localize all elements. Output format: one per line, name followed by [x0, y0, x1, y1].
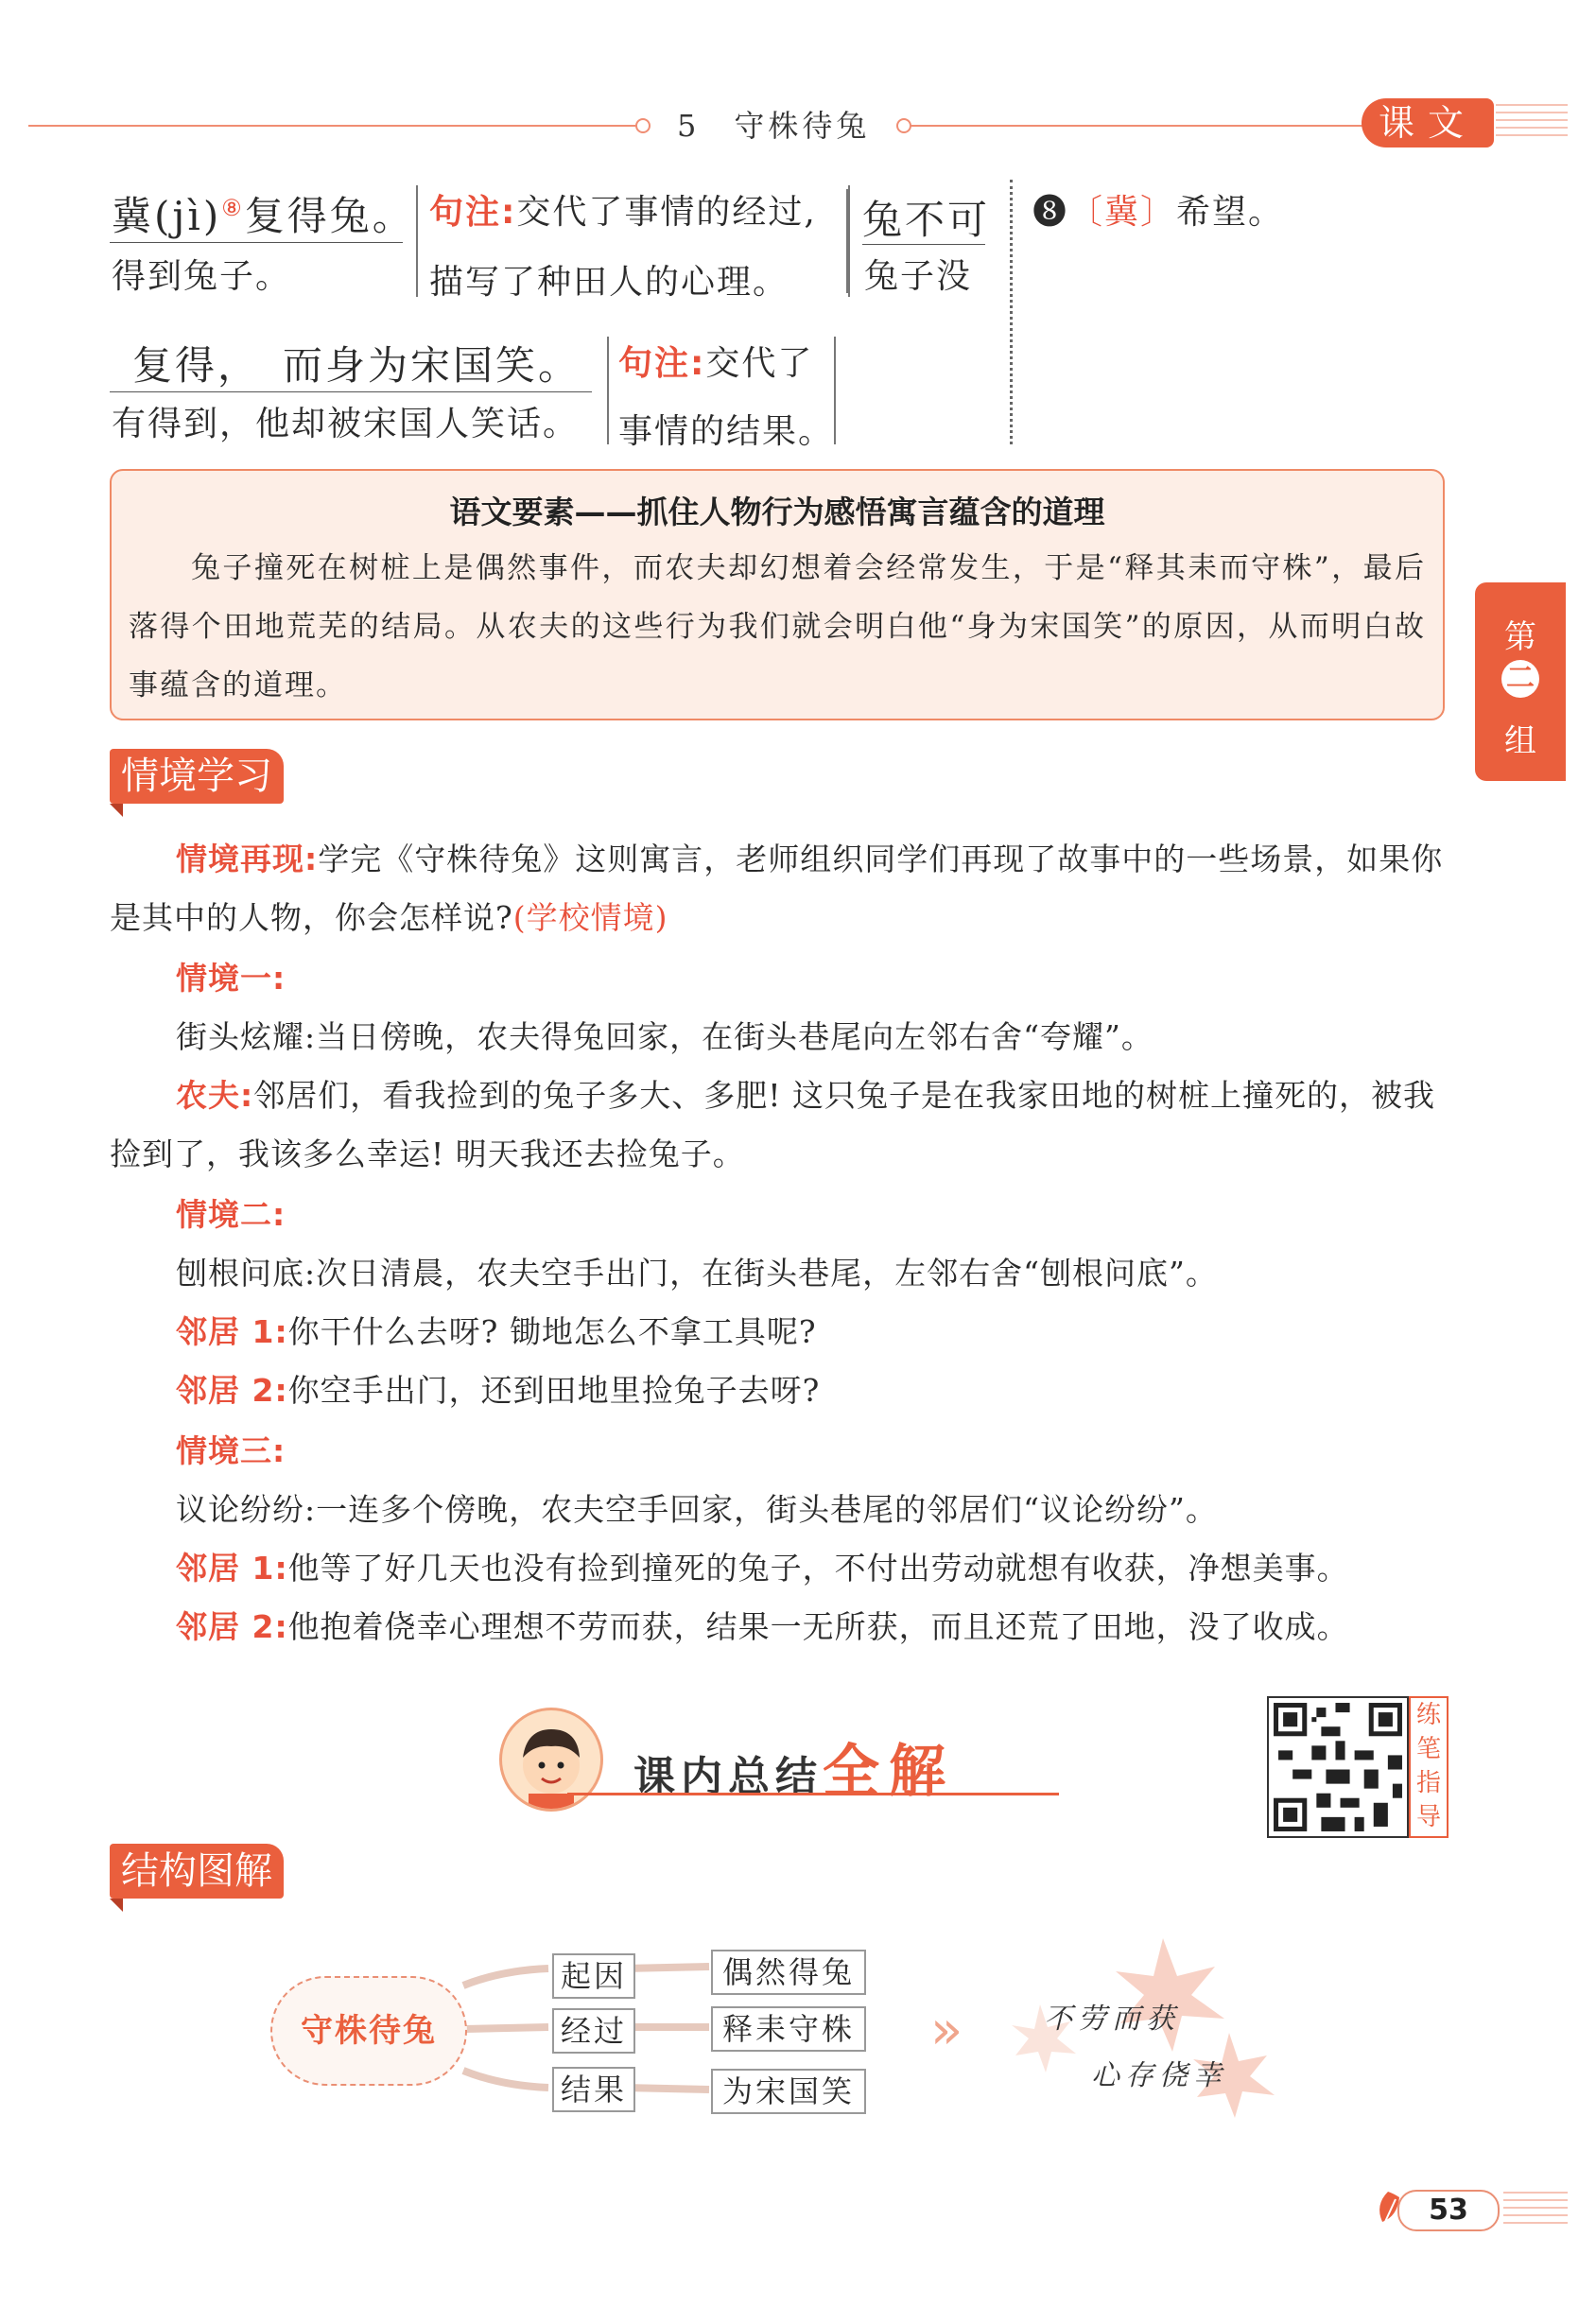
qr-code[interactable]	[1267, 1696, 1409, 1838]
neighbor1-speech-a: 邻居 1:你干什么去呀? 锄地怎么不拿工具呢?	[176, 1313, 817, 1350]
scene1-label: 情境一:	[176, 960, 286, 997]
translation-line-1: 得到兔子。	[112, 257, 292, 296]
column-divider	[1010, 180, 1013, 444]
underline-1b	[862, 244, 985, 245]
qr-side-label: 练 笔 指 导	[1409, 1696, 1449, 1838]
translation-line-2: 有得到，他却被宋国人笑话。	[112, 405, 580, 443]
maple-leaves	[1002, 1929, 1286, 2156]
page-title: 5 守株待兔	[677, 108, 871, 144]
summary-underline	[567, 1793, 1059, 1795]
section-banner-situational: 情境学习	[110, 749, 284, 804]
underline-2	[110, 391, 592, 392]
neighbor2-speech-b: 邻居 2:他抱着侥幸心理想不劳而获，结果一无所获，而且还荒了田地，没了收成。	[176, 1608, 1349, 1645]
classical-line-2: 复得， 而身为宋国笑。	[132, 342, 581, 389]
situation-intro: 情境再现:学完《守株待兔》这则寓言，老师组织同学们再现了故事中的一些场景，如果你是其中的人物，你会怎样说?(学校情境)	[110, 841, 1444, 936]
stage-cause: 起因	[552, 1953, 635, 1999]
stage-result: 结果	[552, 2067, 635, 2112]
header-dot-left	[635, 118, 651, 133]
key-point-title: 语文要素——抓住人物行为感悟寓言蕴含的道理	[449, 494, 1105, 530]
key-point-box	[110, 469, 1445, 720]
conclusion-2: 心存侥幸	[1091, 2059, 1227, 2092]
sentence-note-2: 句注:交代了 事情的结果。	[607, 337, 836, 444]
sentence-note-1: 句注:交代了事情的经过, 描写了种田人的心理。	[416, 185, 850, 297]
scene2-desc: 刨根问底:次日清晨，农夫空手出门，在街头巷尾，左邻右舍“刨根问底”。	[176, 1255, 1218, 1292]
section-badge: 课文	[1362, 98, 1494, 147]
event-process: 释耒守株	[711, 2006, 866, 2052]
underline-1	[110, 242, 403, 243]
section-banner-structure: 结构图解	[110, 1844, 284, 1899]
summary-title: 课内总结全解	[633, 1739, 955, 1805]
stage-process: 经过	[552, 2008, 635, 2054]
event-cause: 偶然得兔	[711, 1950, 866, 1995]
event-result: 为宋国笑	[711, 2069, 866, 2114]
header-stripes	[1496, 104, 1568, 142]
scene2-label: 情境二:	[176, 1196, 286, 1233]
conclusion-1: 不劳而获	[1044, 2003, 1180, 2036]
boy-avatar	[499, 1708, 603, 1812]
footer-stripes	[1503, 2192, 1568, 2226]
header-rule-left	[28, 125, 643, 127]
header-rule-right	[910, 125, 1363, 127]
neighbor2-speech-a: 邻居 2:你空手出门，还到田地里捡兔子去呀?	[176, 1372, 821, 1409]
farmer-speech: 农夫:邻居们，看我捡到的兔子多大、多肥! 这只兔子是在我家田地的树桩上撞死的，被我捡到了，我该多么幸运! 明天我还去捡兔子。	[110, 1077, 1435, 1172]
classical-line-1: 冀(jì)⑧复得兔。	[112, 193, 415, 239]
scene1-desc: 街头炫耀:当日傍晚，农夫得兔回家，在街头巷尾向左邻右舍“夸耀”。	[176, 1018, 1154, 1055]
footnote-8: ❽〔冀〕希望。	[1032, 193, 1285, 232]
neighbor1-speech-b: 邻居 1:他等了好几天也没有捡到撞死的兔子，不付出劳动就想有收获，净想美事。	[176, 1550, 1349, 1587]
translation-line-1b: 兔子没	[864, 257, 973, 296]
unit-side-tab: 第 二 组	[1475, 582, 1566, 781]
scene3-label: 情境三:	[176, 1432, 286, 1469]
structure-center: 守株待兔	[270, 1976, 467, 2086]
bracket-1b	[846, 189, 856, 293]
scene3-desc: 议论纷纷:一连多个傍晚，农夫空手回家，街头巷尾的邻居们“议论纷纷”。	[176, 1491, 1218, 1528]
key-point-paragraph: 兔子撞死在树桩上是偶然事件，而农夫却幻想着会经常发生，于是“释其耒而守株”，最后落得个田地荒芜的结局。从农夫的这些行为我们就会明白他“身为宋国笑”的原因，从而明白故事蕴含的道理。	[129, 551, 1426, 702]
classical-line-1b: 兔不可	[862, 197, 991, 243]
double-arrow-icon: »	[930, 2000, 963, 2061]
page-number: 53	[1397, 2190, 1500, 2231]
